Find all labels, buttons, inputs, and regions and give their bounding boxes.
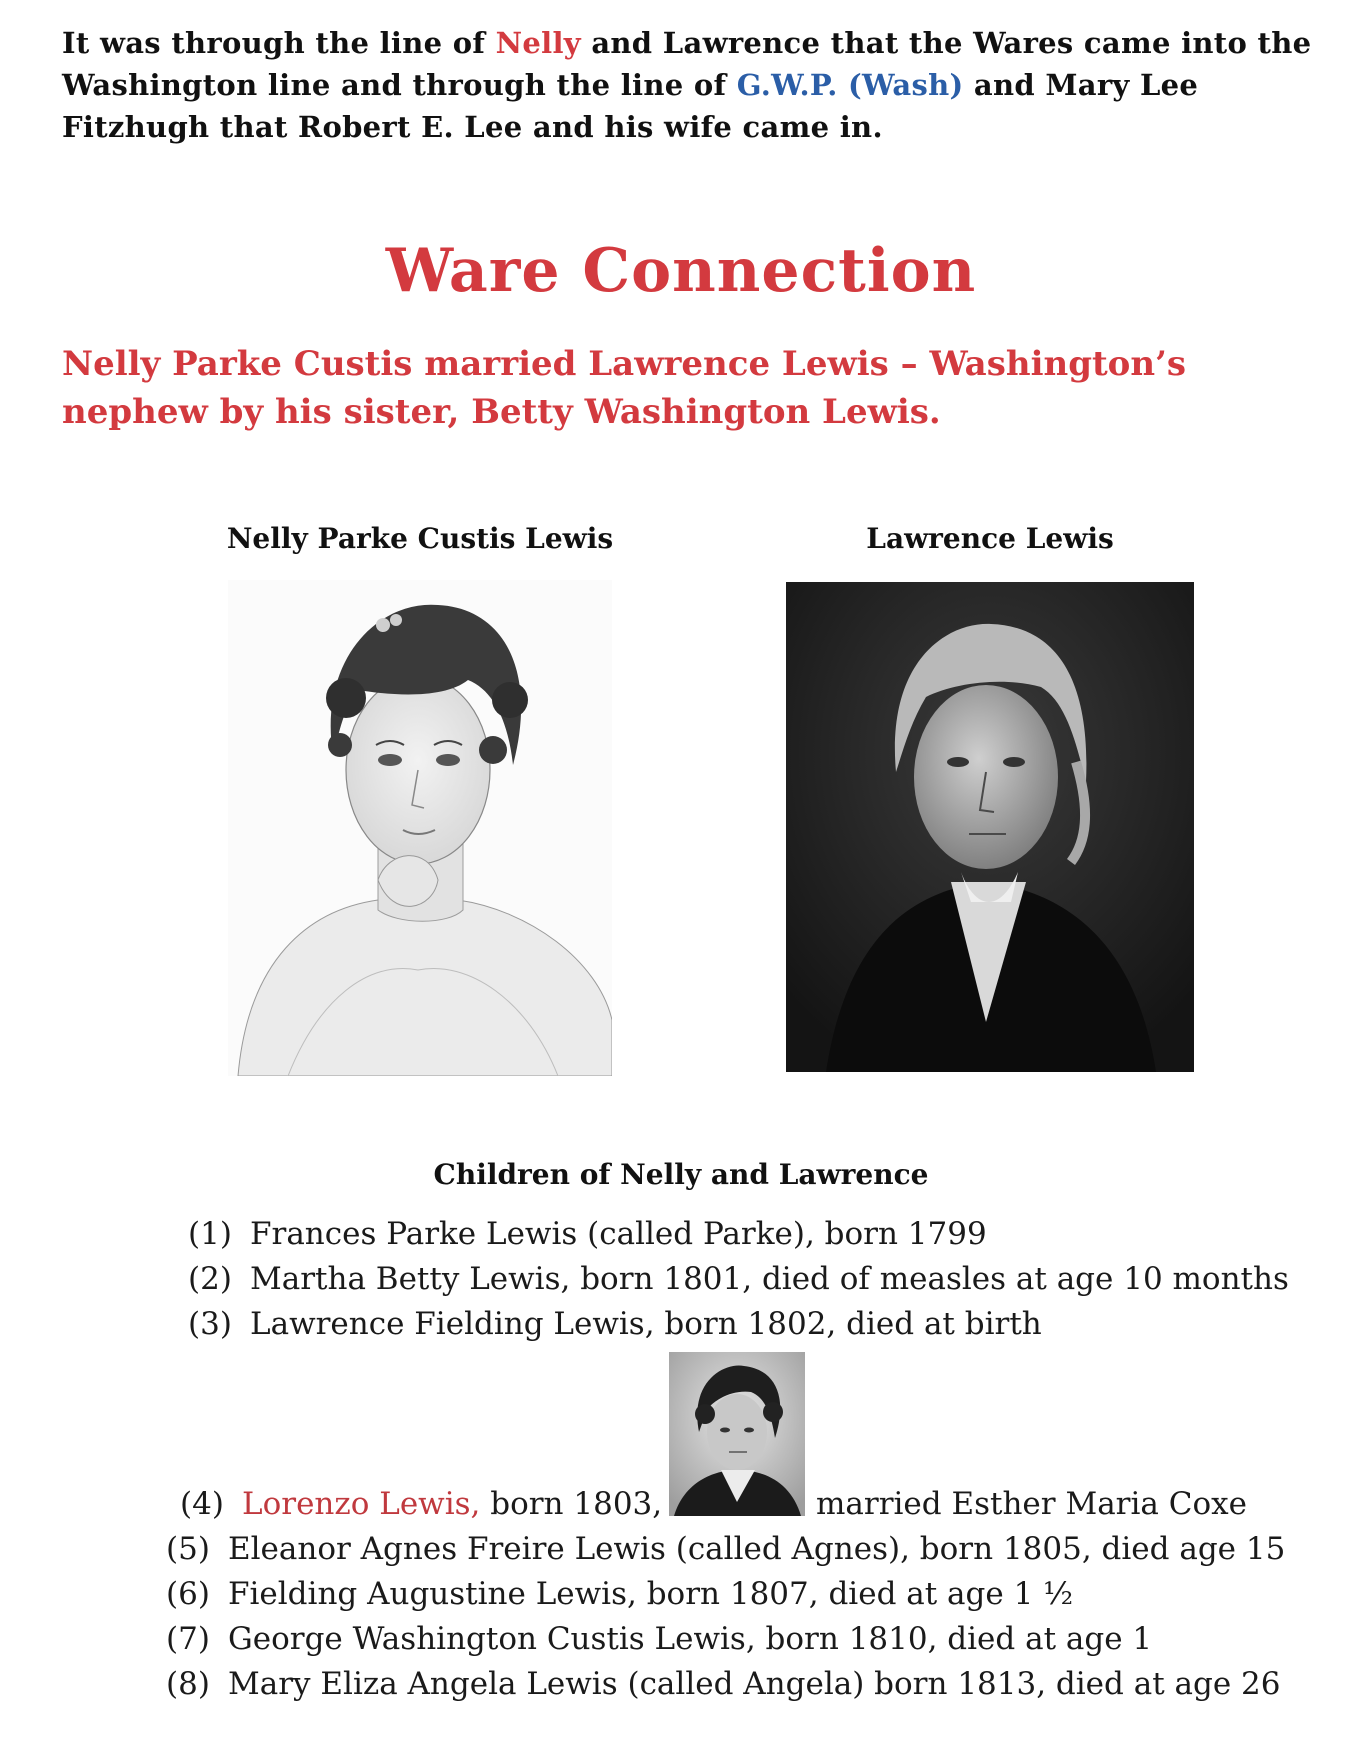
child-number: (5) [166,1531,210,1567]
child-name-lorenzo: Lorenzo Lewis, [242,1486,481,1522]
page-subtitle: Nelly Parke Custis married Lawrence Lewis – Washington’s nephew by his sister, Betty Washington Lewis. [62,344,1187,432]
child-number: (1) [188,1216,232,1252]
child-text: Martha Betty Lewis, born 1801, died of measles at age 10 months [250,1261,1289,1297]
child-number: (7) [166,1621,210,1657]
child-born: born 1803, [480,1486,663,1522]
portrait-lawrence [786,582,1194,1072]
child-text: Mary Eliza Angela Lewis (called Angela) born 1813, died at age 26 [228,1666,1281,1702]
children-heading: Children of Nelly and Lawrence [433,1158,929,1191]
intro-text-3: and Mary Lee Fitzhugh that Robert E. Lee and his wife came in. [62,68,1199,144]
child-number: (3) [188,1306,232,1342]
child-item-2 [188,1261,1289,1297]
portrait-lorenzo [669,1352,805,1516]
child-item-1 [188,1216,987,1252]
child-number: (4) [180,1486,224,1522]
child-text: Frances Parke Lewis (called Parke), born 1799 [250,1216,987,1252]
child-item-7 [166,1621,1152,1657]
portrait-nelly [228,580,612,1076]
intro-text-2: and Lawrence that the Wares came into the Washington line and through the line of [62,26,1312,102]
intro-nelly: Nelly [495,26,581,60]
child-number: (8) [166,1666,210,1702]
intro-text-1: It was through the line of [62,26,496,60]
page-title: Ware Connection [385,236,977,306]
child-item-8 [166,1666,1281,1702]
child-text: Lawrence Fielding Lewis, born 1802, died at birth [250,1306,1042,1342]
intro-gwp: G.W.P. (Wash) [736,68,964,102]
child-item-6 [166,1576,1073,1612]
child-number: (6) [166,1576,210,1612]
child-text: George Washington Custis Lewis, born 1810, died at age 1 [228,1621,1153,1657]
child-item-3 [188,1306,1042,1342]
caption-lawrence: Lawrence Lewis [866,522,1114,555]
portrait-nelly-drawing [228,580,612,1076]
caption-nelly: Nelly Parke Custis Lewis [226,522,614,555]
portrait-lorenzo-drawing [669,1352,805,1516]
child-number: (2) [188,1261,232,1297]
child-item-4 [180,1486,662,1522]
portrait-lawrence-drawing [786,582,1194,1072]
child-item-4-spouse: married Esther Maria Coxe [816,1486,1247,1522]
child-text: Fielding Augustine Lewis, born 1807, died at age 1 ½ [228,1576,1074,1612]
intro-paragraph [62,22,1322,148]
child-item-5 [166,1531,1285,1567]
child-text: Eleanor Agnes Freire Lewis (called Agnes), born 1805, died age 15 [228,1531,1286,1567]
